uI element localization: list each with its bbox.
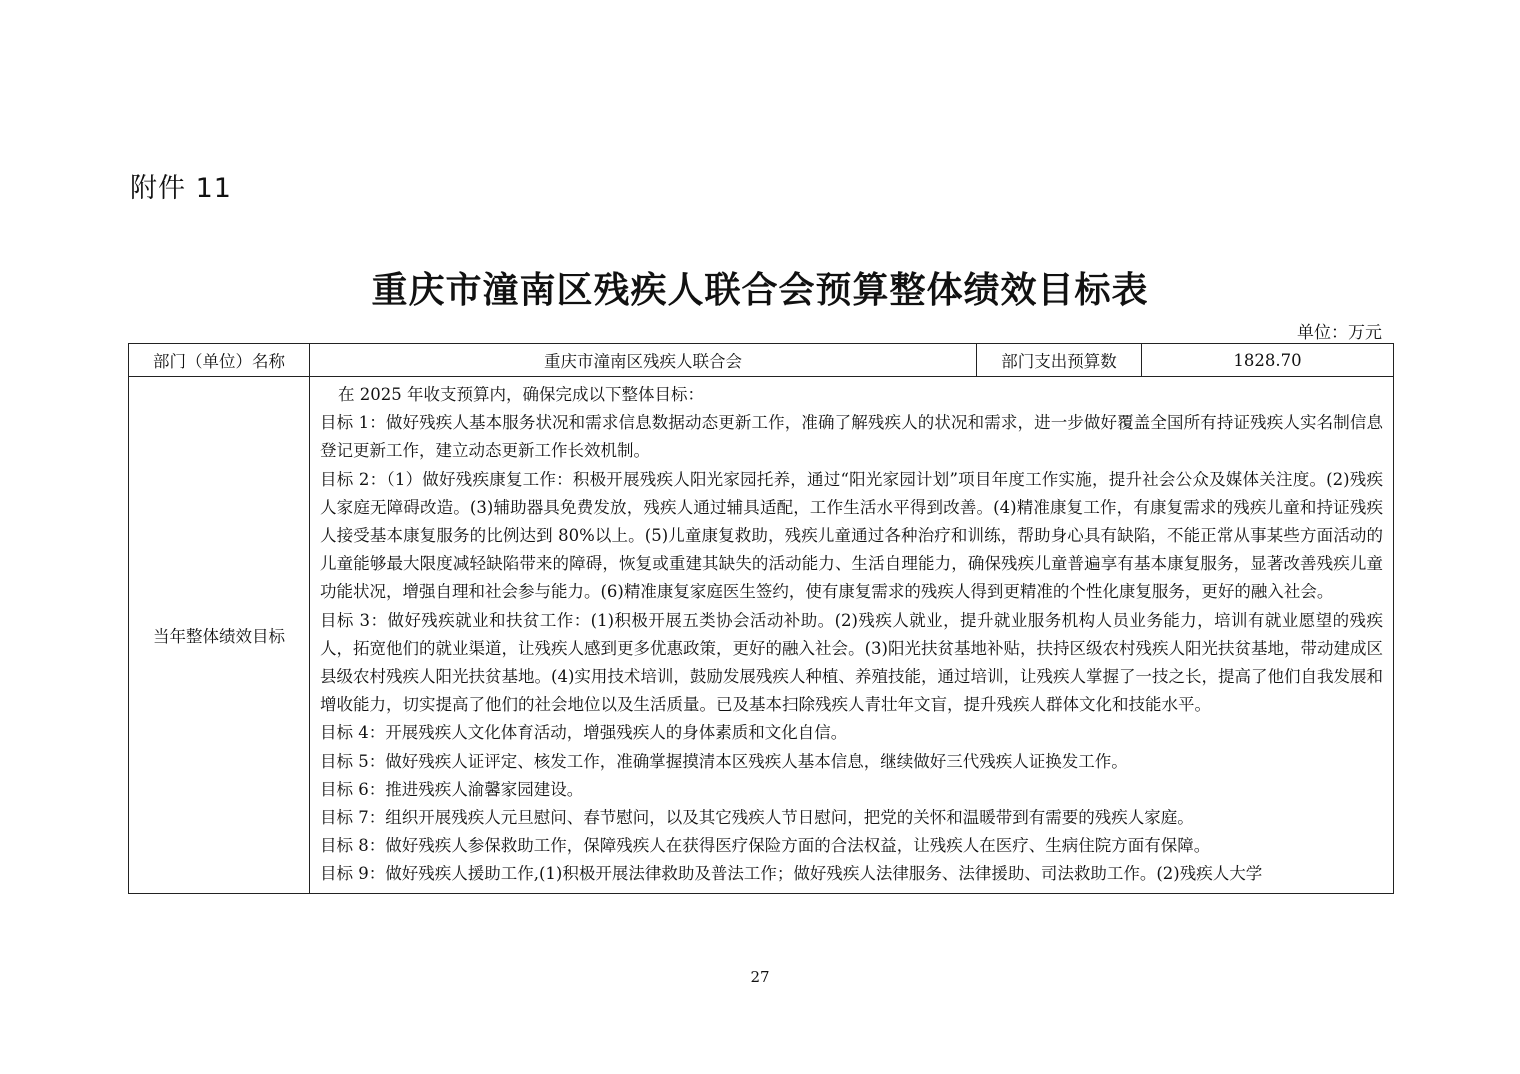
goal-item: 目标 3：做好残疾就业和扶贫工作：(1)积极开展五类协会活动补助。(2)残疾人就业，提升就业服务机构人员业务能力，培训有就业愿望的残疾人，拓宽他们的就业渠道，让残疾人感到更多优惠政策，更好的融入社会。(3)阳光扶贫基地补贴，扶持区级农村残疾人阳光扶贫基地，带动建成区县级农村残疾人阳光扶贫基地。(4)实用技术培训，鼓励发展残疾人种植、养殖技能，通过培训，让残疾人掌握了一技之长，提高了他们自我发展和增收能力，切实提高了他们的社会地位以及生活质量。已及基本扫除残疾人青壮年文盲，提升残疾人群体文化和技能水平。 [320,610,1383,715]
page-number: 27 [750,968,770,986]
goal-intro: 在 2025 年收支预算内，确保完成以下整体目标： [338,385,704,404]
goal-item: 目标 1：做好残疾人基本服务状况和需求信息数据动态更新工作，准确了解残疾人的状况和需求，进一步做好覆盖全国所有持证残疾人实名制信息登记更新工作，建立动态更新工作长效机制。 [320,413,1383,461]
budget-value: 1828.70 [1142,344,1394,377]
dept-name-label: 部门（单位）名称 [129,344,310,377]
unit-label: 单位：万元 [1297,323,1382,343]
goal-item: 目标 8：做好残疾人参保救助工作，保障残疾人在获得医疗保险方面的合法权益，让残疾人在医疗、生病住院方面有保障。 [320,836,1211,856]
goal-item: 目标 7：组织开展残疾人元旦慰问、春节慰问，以及其它残疾人节日慰问，把党的关怀和温暖带到有需要的残疾人家庭。 [320,808,1194,828]
page-title: 重庆市潼南区残疾人联合会预算整体绩效目标表 [371,269,1149,311]
goal-item: 目标 6：推进残疾人渝馨家园建设。 [320,779,584,799]
goal-item: 目标 4：开展残疾人文化体育活动，增强残疾人的身体素质和文化自信。 [320,723,848,743]
performance-target-table [128,343,1394,894]
goal-row [129,377,1394,894]
goal-content [310,377,1394,894]
goal-item: 目标 9：做好残疾人援助工作,(1)积极开展法律救助及普法工作；做好残疾人法律服务、法律援助、司法救助工作。(2)残疾人大学 [320,864,1263,884]
dept-name-value: 重庆市潼南区残疾人联合会 [310,344,977,377]
goal-label: 当年整体绩效目标 [129,377,310,894]
budget-label: 部门支出预算数 [977,344,1142,377]
attachment-label: 附件 11 [130,173,232,204]
table-header-row [129,344,1394,377]
goal-item: 目标 5：做好残疾人证评定、核发工作，准确掌握摸清本区残疾人基本信息，继续做好三代残疾人证换发工作。 [320,751,1128,771]
goal-item: 目标 2：（1）做好残疾康复工作：积极开展残疾人阳光家园托养，通过“阳光家园计划”项目年度工作实施，提升社会公众及媒体关注度。(2)残疾人家庭无障碍改造。(3)辅助器具免费发放，残疾人通过辅具适配，工作生活水平得到改善。(4)精准康复工作，有康复需求的残疾儿童和持证残疾人接受基本康复服务的比例达到 80%以上。(5)儿童康复救助，残疾儿童通过各种治疗和训练，帮助身心具有缺陷，不能正常从事某些方面活动的儿童能够最大限度减轻缺陷带来的障碍，恢复或重建其缺失的活动能力、生活自理能力，确保残疾儿童普遍享有基本康复服务，显著改善残疾儿童功能状况，增强自理和社会参与能力。(6)精准康复家庭医生签约，使有康复需求的残疾人得到更精准的个性化康复服务，更好的融入社会。 [320,469,1383,602]
